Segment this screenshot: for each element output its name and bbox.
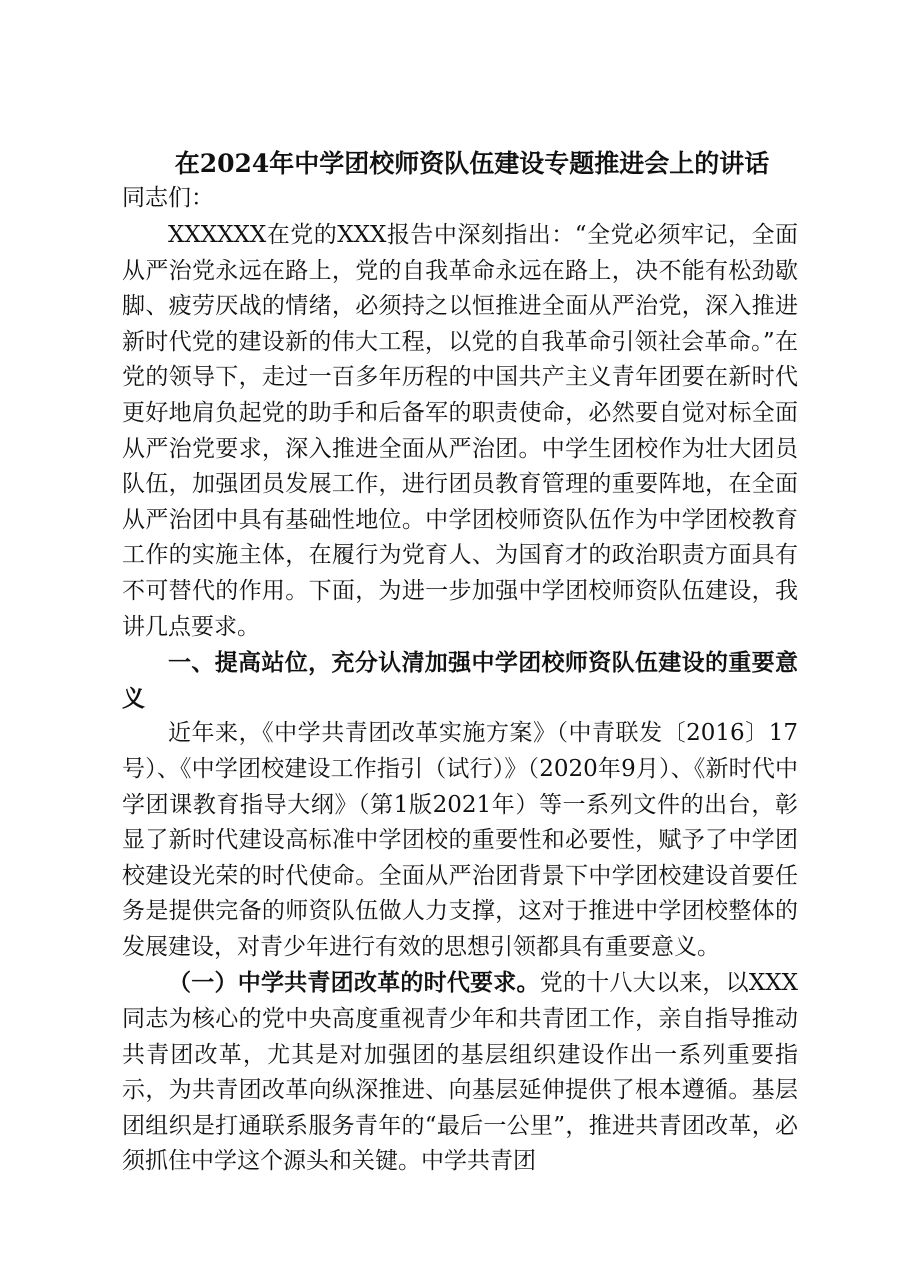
paragraph-subsection-1 [122, 965, 798, 1180]
section-heading-1: 一、提高站位，充分认清加强中学团校师资队伍建设的重要意义 [122, 649, 798, 712]
subsection-1-text: 党的十八大以来，以XXX同志为核心的党中央高度重视青少年和共青团工作，亲自指导推动共青团改革，尤其是对加强团的基层组织建设作出一系列重要指示，为共青团改革向纵深推进、向基层延伸提供了根本遵循。基层团组织是打通联系服务青年的“最后一公里”，推进共青团改革，必须抓住中学这个源头和关键。中学共青团 [122, 970, 799, 1175]
paragraph-intro: XXXXXX在党的XXX报告中深刻指出：“全党必须牢记，全面从严治党永远在路上，党的自我革命永远在路上，决不能有松劲歇脚、疲劳厌战的情绪，必须持之以恒推进全面从严治党，深入推进新时代党的建设新的伟大工程，以党的自我革命引领社会革命。”在党的领导下，走过一百多年历程的中国共产主义青年团要在新时代更好地肩负起党的助手和后备军的职责使命，必然要自觉对标全面从严治党要求，深入推进全面从严治团。中学生团校作为壮大团员队伍，加强团员发展工作，进行团员教育管理的重要阵地，在全面从严治团中具有基础性地位。中学团校师资队伍作为中学团校教育工作的实施主体，在履行为党育人、为国育才的政治职责方面具有不可替代的作用。下面，为进一步加强中学团校师资队伍建设，我讲几点要求。 [122, 222, 798, 640]
document-title: 在2024年中学团校师资队伍建设专题推进会上的讲话 [174, 149, 770, 178]
subsection-1-lead: （一）中学共青团改革的时代要求。 [168, 969, 540, 997]
greeting: 同志们： [122, 185, 214, 211]
paragraph-section-1: 近年来，《中学共青团改革实施方案》（中青联发〔2016〕17号）、《中学团校建设工作指引（试行）》（2020年9月）、《新时代中学团课教育指导大纲》（第1版2021年）等一系列文件的出台，彰显了新时代建设高标准中学团校的重要性和必要性，赋予了中学团校建设光荣的时代使命。全面从严治团背景下中学团校建设首要任务是提供完备的师资队伍做人力支撑，这对于推进中学团校整体的发展建设，对青少年进行有效的思想引领都具有重要意义。 [122, 720, 798, 960]
document-body [122, 218, 798, 1180]
